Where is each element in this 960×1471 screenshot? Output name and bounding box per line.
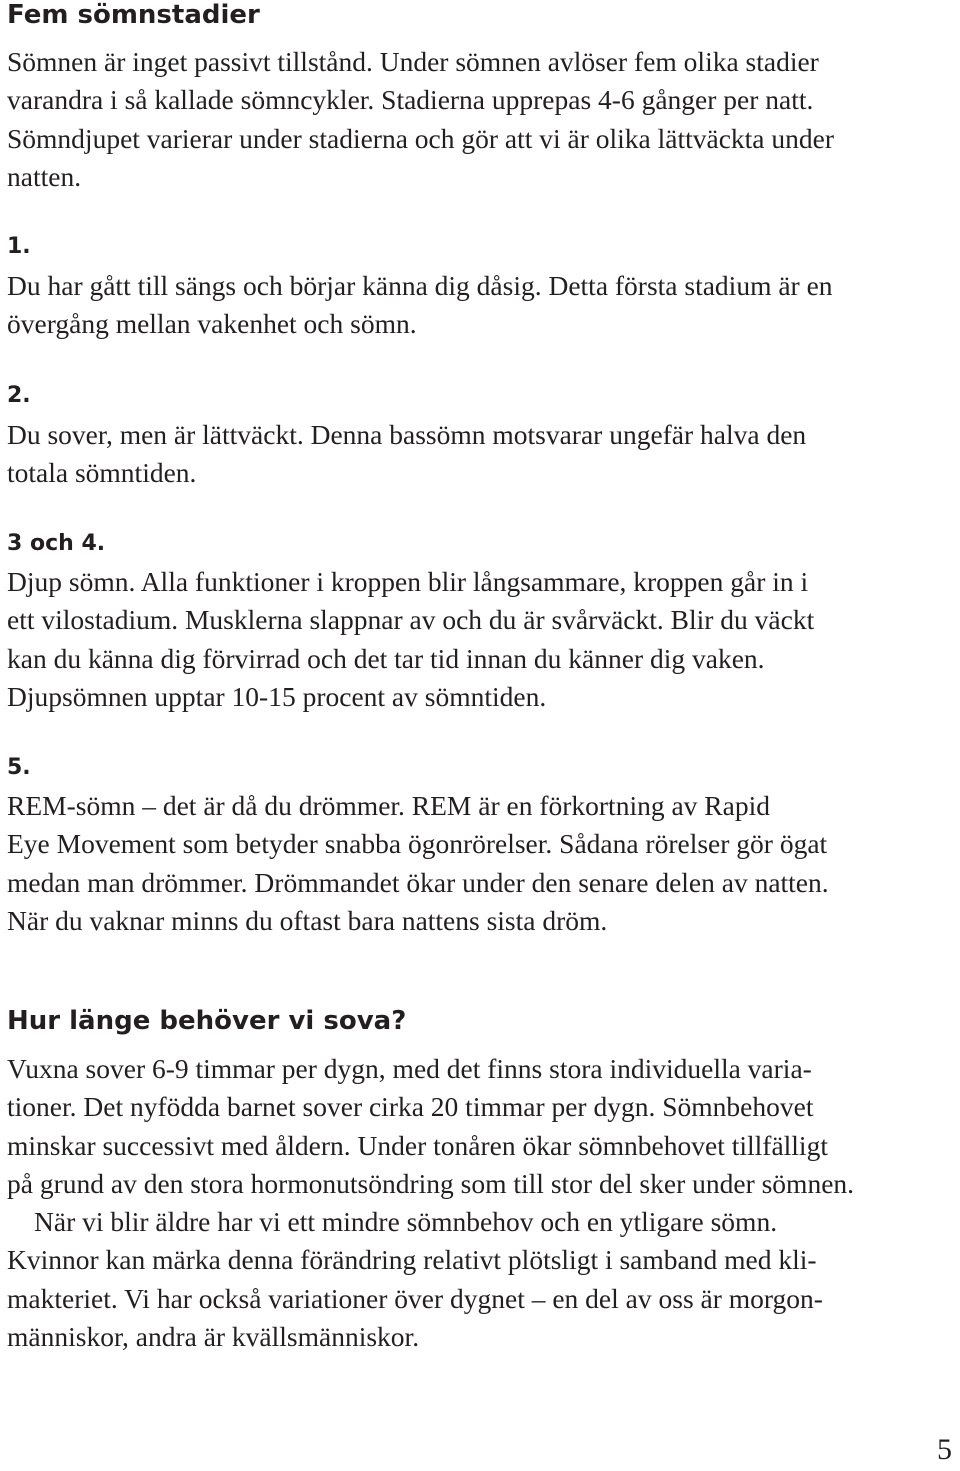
- text-line: varandra i så kallade sömncykler. Stadierna upprepas 4-6 gånger per natt.: [7, 84, 814, 116]
- text-line: ett vilostadium. Musklerna slappnar av och du är svårväckt. Blir du väckt: [7, 604, 815, 636]
- stage-number-3-4: 3 och 4.: [7, 531, 106, 556]
- section-title-sleep-need: Hur länge behöver vi sova?: [7, 1006, 407, 1036]
- text-line: Du sover, men är lättväckt. Denna bassömn motsvarar ungefär halva den: [7, 419, 807, 450]
- stage-5-text: [7, 787, 937, 940]
- text-line: makteriet. Vi har också variationer över dygnet – en del av oss är morgon-: [7, 1282, 823, 1314]
- text-line: Vuxna sover 6-9 timmar per dygn, med det finns stora individuella varia-: [7, 1053, 812, 1084]
- text-line: totala sömntiden.: [7, 457, 197, 489]
- text-line: Du har gått till sängs och börjar känna dig dåsig. Detta första stadium är en: [7, 270, 833, 301]
- text-line: När vi blir äldre har vi ett mindre sömnbehov och en ytligare sömn.: [34, 1206, 778, 1238]
- text-line: Djupsömnen upptar 10-15 procent av sömntiden.: [7, 680, 547, 712]
- text-line: Kvinnor kan märka denna förändring relativt plötsligt i samband med kli-: [7, 1244, 817, 1276]
- page-number: 5: [937, 1433, 952, 1466]
- text-line: Sömnen är inget passivt tillstånd. Under sömnen avlöser fem olika stadier: [7, 46, 819, 77]
- intro-paragraph: [7, 43, 937, 196]
- text-line: natten.: [7, 160, 82, 192]
- text-line: tioner. Det nyfödda barnet sover cirka 20 timmar per dygn. Sömnbehovet: [7, 1091, 814, 1123]
- stage-number-1: 1.: [7, 234, 31, 259]
- stage-2-text: [7, 416, 937, 493]
- stage-number-2: 2.: [7, 383, 31, 408]
- section-title-sleep-stages: Fem sömnstadier: [7, 0, 260, 30]
- text-line: När du vaknar minns du oftast bara nattens sista dröm.: [7, 904, 608, 936]
- text-line: på grund av den stora hormonutsöndring som till stor del sker under sömnen.: [7, 1167, 855, 1199]
- text-line: REM-sömn – det är då du drömmer. REM är en förkortning av Rapid: [7, 790, 770, 821]
- text-line: medan man drömmer. Drömmandet ökar under den senare delen av natten.: [7, 866, 829, 898]
- text-line: minskar successivt med åldern. Under tonåren ökar sömnbehovet tillfälligt: [7, 1129, 828, 1161]
- stage-number-5: 5.: [7, 755, 31, 780]
- stage-1-text: [7, 267, 937, 344]
- stage-3-4-text: [7, 563, 937, 716]
- text-line: Eye Movement som betyder snabba ögonrörelser. Sådana rörelser gör ögat: [7, 828, 828, 860]
- sleep-need-paragraph: [7, 1050, 937, 1356]
- text-line: Djup sömn. Alla funktioner i kroppen blir långsammare, kroppen går in i: [7, 566, 809, 597]
- text-line: Sömndjupet varierar under stadierna och gör att vi är olika lättväckta under: [7, 122, 834, 154]
- text-line: övergång mellan vakenhet och sömn.: [7, 308, 417, 340]
- text-line: kan du känna dig förvirrad och det tar tid innan du känner dig vaken.: [7, 642, 765, 674]
- text-line: människor, andra är kvällsmänniskor.: [7, 1321, 420, 1353]
